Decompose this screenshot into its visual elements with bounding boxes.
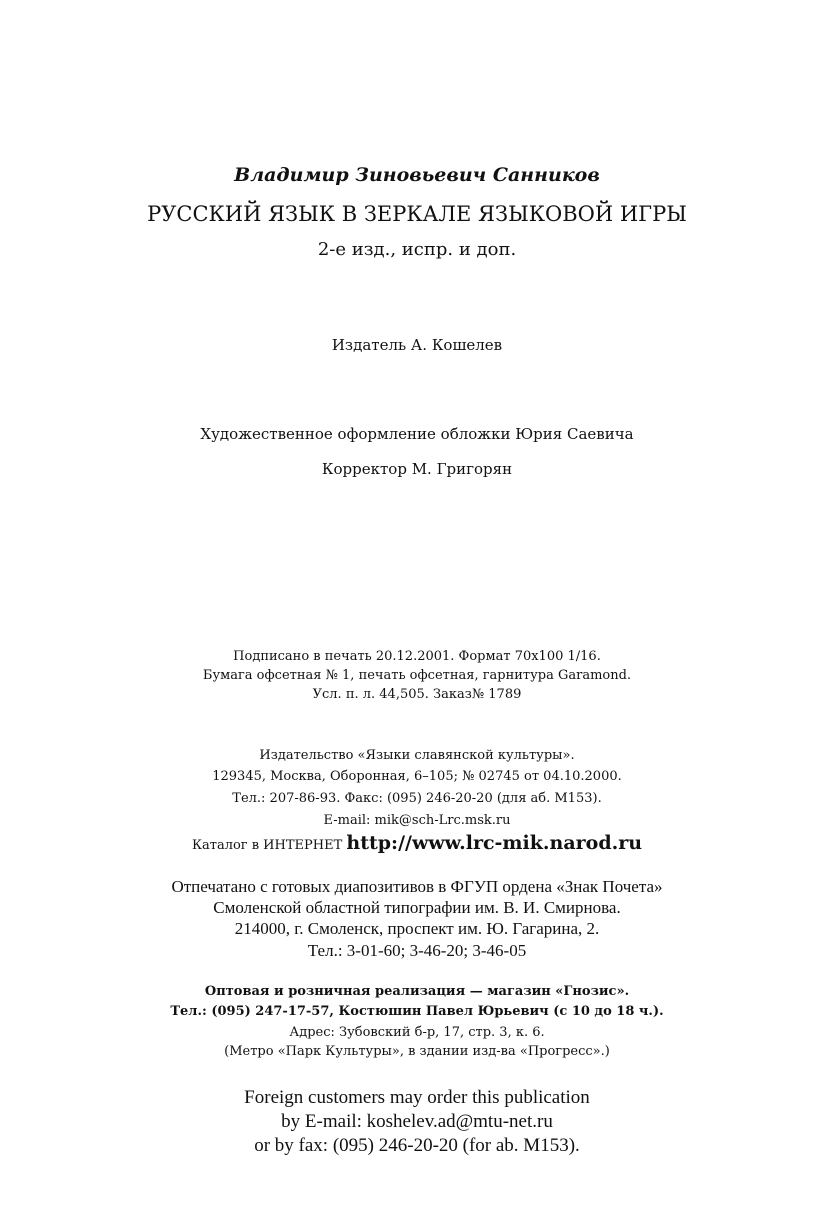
- catalog-line: [0, 834, 834, 853]
- edition-note: 2-е изд., испр. и доп.: [317, 239, 517, 260]
- publisher-address: 129345, Москва, Оборонная, 6–105; № 02745 от 04.10.2000.: [212, 769, 622, 784]
- foreign-line-1: Foreign customers may order this publication: [244, 1087, 590, 1108]
- publisher-credit: Издатель А. Кошелев: [331, 336, 503, 354]
- foreign-line-3: or by fax: (095) 246-20-20 (for ab. M153).: [254, 1135, 580, 1156]
- sales-line-2: Тел.: (095) 247-17-57, Костюшин Павел Юрьевич (с 10 до 18 ч.).: [170, 1004, 664, 1019]
- printer-line-1: Отпечатано с готовых диапозитивов в ФГУП ордена «Знак Почета»: [171, 877, 663, 896]
- author-name: Владимир Зиновьевич Санников: [234, 164, 600, 186]
- printer-line-2: Смоленской областной типографии им. В. И. Смирнова.: [213, 898, 621, 917]
- print-info-line-2: Бумага офсетная № 1, печать офсетная, гарнитура Garamond.: [202, 668, 632, 683]
- cover-design-credit: Художественное оформление обложки Юрия Саевича: [200, 425, 634, 443]
- catalog-label: Каталог в ИНТЕРНЕТ: [191, 838, 347, 853]
- foreign-line-2: by E-mail: koshelev.ad@mtu-net.ru: [281, 1111, 553, 1132]
- printer-line-3: 214000, г. Смоленск, проспект им. Ю. Гагарина, 2.: [234, 919, 600, 938]
- publisher-phones: Тел.: 207-86-93. Факс: (095) 246-20-20 (для аб. М153).: [232, 791, 602, 806]
- print-info-line-3: Усл. п. л. 44,505. Заказ№ 1789: [312, 687, 522, 702]
- publisher-name: Издательство «Языки славянской культуры».: [259, 748, 575, 763]
- print-info-line-1: Подписано в печать 20.12.2001. Формат 70x100 1/16.: [233, 649, 601, 664]
- sales-line-4: (Метро «Парк Культуры», в здании изд-ва «Прогресс».): [224, 1044, 610, 1059]
- publisher-email: E-mail: mik@sch-Lrc.msk.ru: [323, 813, 511, 828]
- printer-line-4: Тел.: 3-01-60; 3-46-20; 3-46-05: [307, 941, 527, 960]
- proofreader-credit: Корректор М. Григорян: [321, 460, 513, 478]
- book-title: РУССКИЙ ЯЗЫК В ЗЕРКАЛЕ ЯЗЫКОВОЙ ИГРЫ: [147, 202, 687, 226]
- sales-line-1: Оптовая и розничная реализация — магазин «Гнозис».: [204, 984, 630, 999]
- sales-line-3: Адрес: Зубовский б-р, 17, стр. 3, к. 6.: [289, 1025, 545, 1040]
- catalog-url[interactable]: http://www.lrc-mik.narod.ru: [346, 832, 643, 854]
